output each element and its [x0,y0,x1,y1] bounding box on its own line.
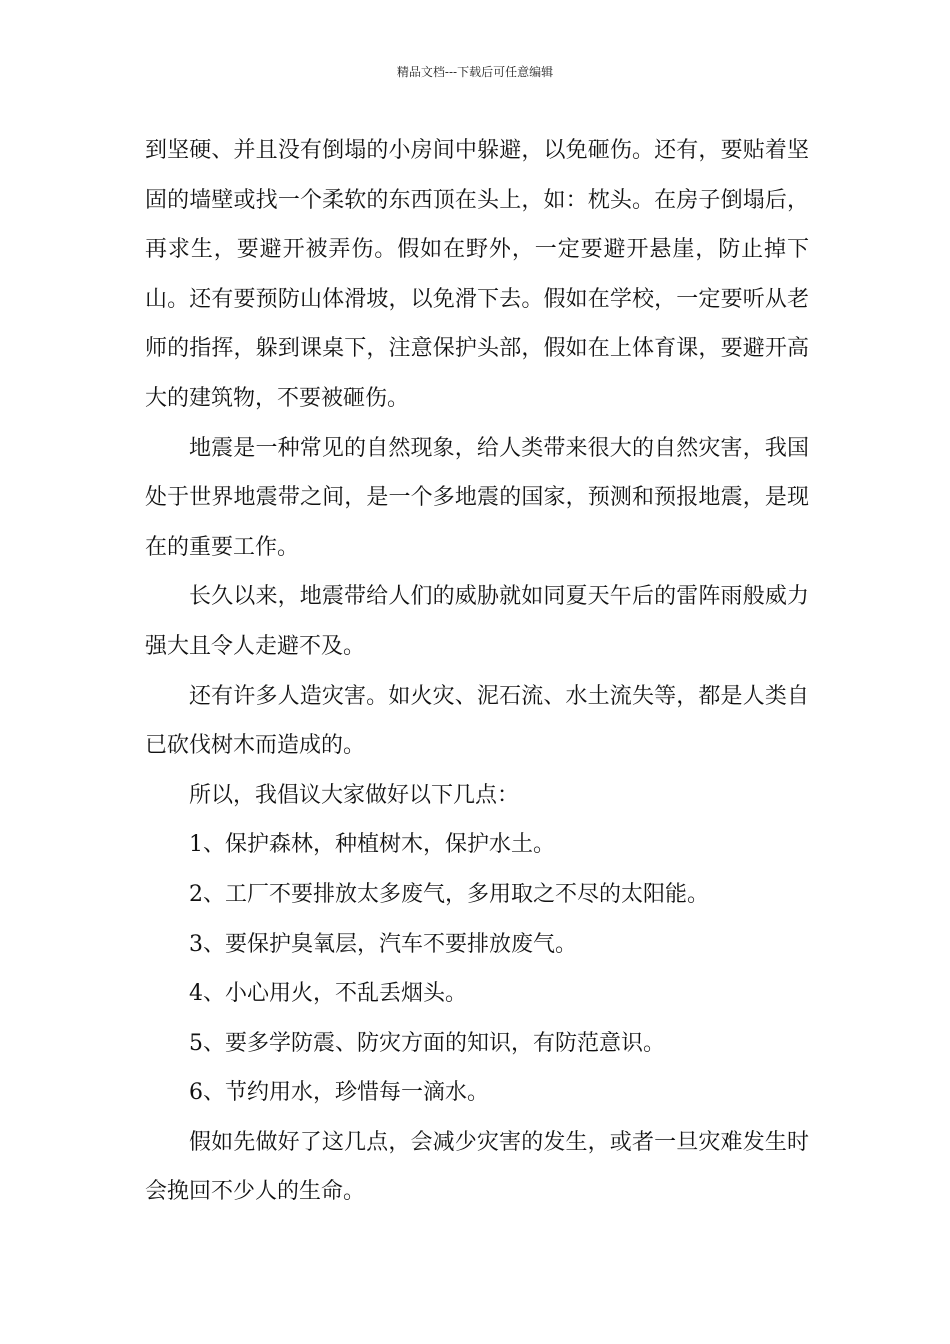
list-item-3: 3、要保护臭氧层，汽车不要排放废气。 [189,931,577,957]
paragraph-proposal-intro: 所以，我倡议大家做好以下几点： [189,782,520,808]
page-header: 精品文档---下载后可任意编辑 [396,65,554,79]
paragraph-continued: 到坚硬、并且没有倒塌的小房间中躲避，以免砸伤。还有，要贴着坚固的墙壁或找一个柔软的东西顶在头上，如：枕头。在房子倒塌后，再求生，要避开被弄伤。假如在野外，一定要避开悬崖，防止掉下山。还有要预防山体滑坡，以免滑下去。假如在学校，一定要听从老师的指挥，躲到课桌下，注意保护头部，假如在上体育课，要避开高大的建筑物，不要被砸伤。 [145,138,809,411]
list-item-1: 1、保护森林，种植树木，保护水土。 [189,832,555,858]
list-item-6: 6、节约用水，珍惜每一滴水。 [189,1080,489,1106]
paragraph-earthquake-threat: 长久以来，地震带给人们的威胁就如同夏天午后的雷阵雨般威力强大且令人走避不及。 [145,584,809,659]
list-item-5: 5、要多学防震、防灾方面的知识，有防范意识。 [189,1030,665,1056]
paragraph-earthquake-intro: 地震是一种常见的自然现象，给人类带来很大的自然灾害，我国处于世界地震带之间，是一个多地震的国家，预测和预报地震，是现在的重要工作。 [145,435,809,560]
list-item-4: 4、小心用火，不乱丢烟头。 [189,981,467,1007]
list-item-2: 2、工厂不要排放太多废气，多用取之不尽的太阳能。 [189,881,709,907]
document-body [145,126,809,1217]
paragraph-conclusion: 假如先做好了这几点，会减少灾害的发生，或者一旦灾难发生时会挽回不少人的生命。 [145,1129,809,1205]
paragraph-man-made-disasters: 还有许多人造灾害。如火灾、泥石流、水土流失等，都是人类自已砍伐树木而造成的。 [145,683,809,759]
